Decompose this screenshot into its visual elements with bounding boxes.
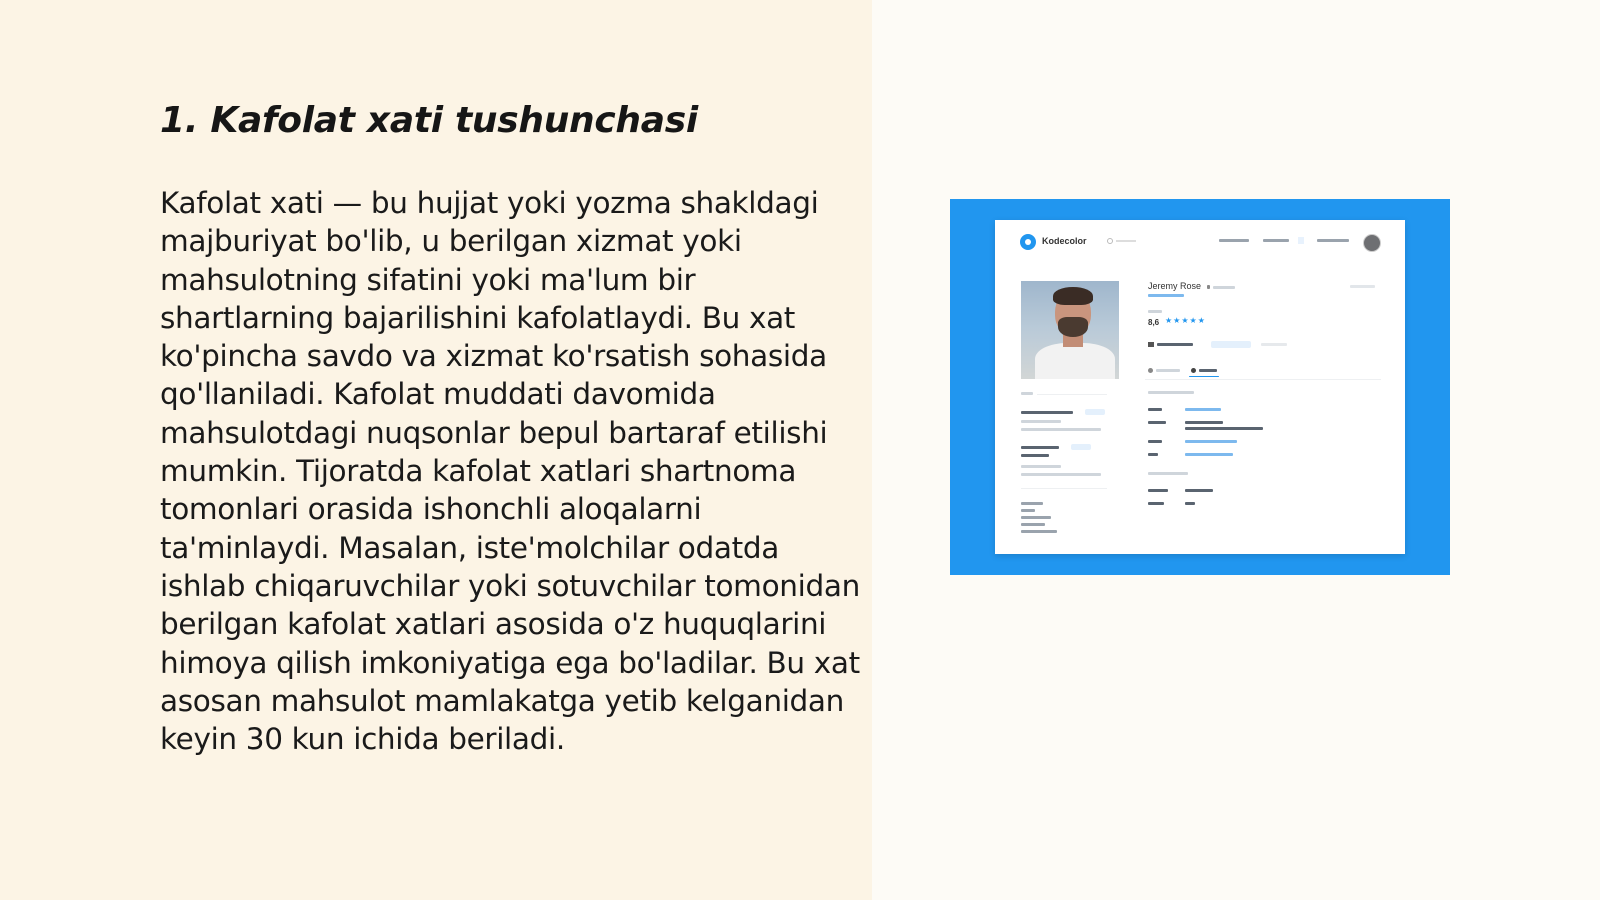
profile-screenshot-image	[950, 199, 1450, 575]
timeline-icon	[1148, 368, 1153, 373]
location-pin-icon	[1207, 285, 1210, 289]
app-brand-name: Kodecolor	[1042, 236, 1087, 246]
nav-link	[1219, 239, 1249, 242]
user-icon	[1191, 368, 1196, 373]
rating-stars: ★★★★★	[1165, 316, 1206, 325]
avatar	[1363, 234, 1381, 252]
nav-link	[1317, 239, 1349, 242]
profile-name: Jeremy Rose	[1148, 281, 1202, 291]
slide-title: 1. Kafolat xati tushunchasi	[160, 100, 698, 141]
nav-badge	[1298, 237, 1304, 244]
profile-app-window	[995, 220, 1405, 554]
rating-value: 8,6	[1148, 318, 1160, 327]
slide-body-text: Kafolat xati — bu hujjat yoki yozma shakldagi majburiyat bo'lib, u berilgan xizmat yoki mahsulotning sifatini yoki ma'lum bir shartlarning bajarilishini kafolatlaydi. Bu xat ko'pincha savdo va xizmat ko'rsatish sohasida qo'llaniladi. Kafolat muddati davomida mahsulotdagi nuqsonlar bepul bartaraf etilishi mumkin. Tijoratda kafolat xatlari shartnoma tomonlari orasida ishonchli aloqalarni ta'minlaydi. Masalan, iste'molchilar odatda ishlab chiqaruvchilar yoki sotuvchilar tomonidan berilgan kafolat xatlari asosida o'z huquqlarini himoya qilish imkoniyatiga ega bo'ladilar. Bu xat asosan mahsulot mamlakatga yetib kelganidan keyin 30 kun ichida beriladi.	[160, 186, 860, 757]
app-logo-icon	[1020, 234, 1036, 250]
search-icon	[1107, 238, 1147, 244]
message-icon	[1148, 342, 1154, 347]
nav-link	[1263, 239, 1289, 242]
profile-photo	[1021, 281, 1119, 379]
